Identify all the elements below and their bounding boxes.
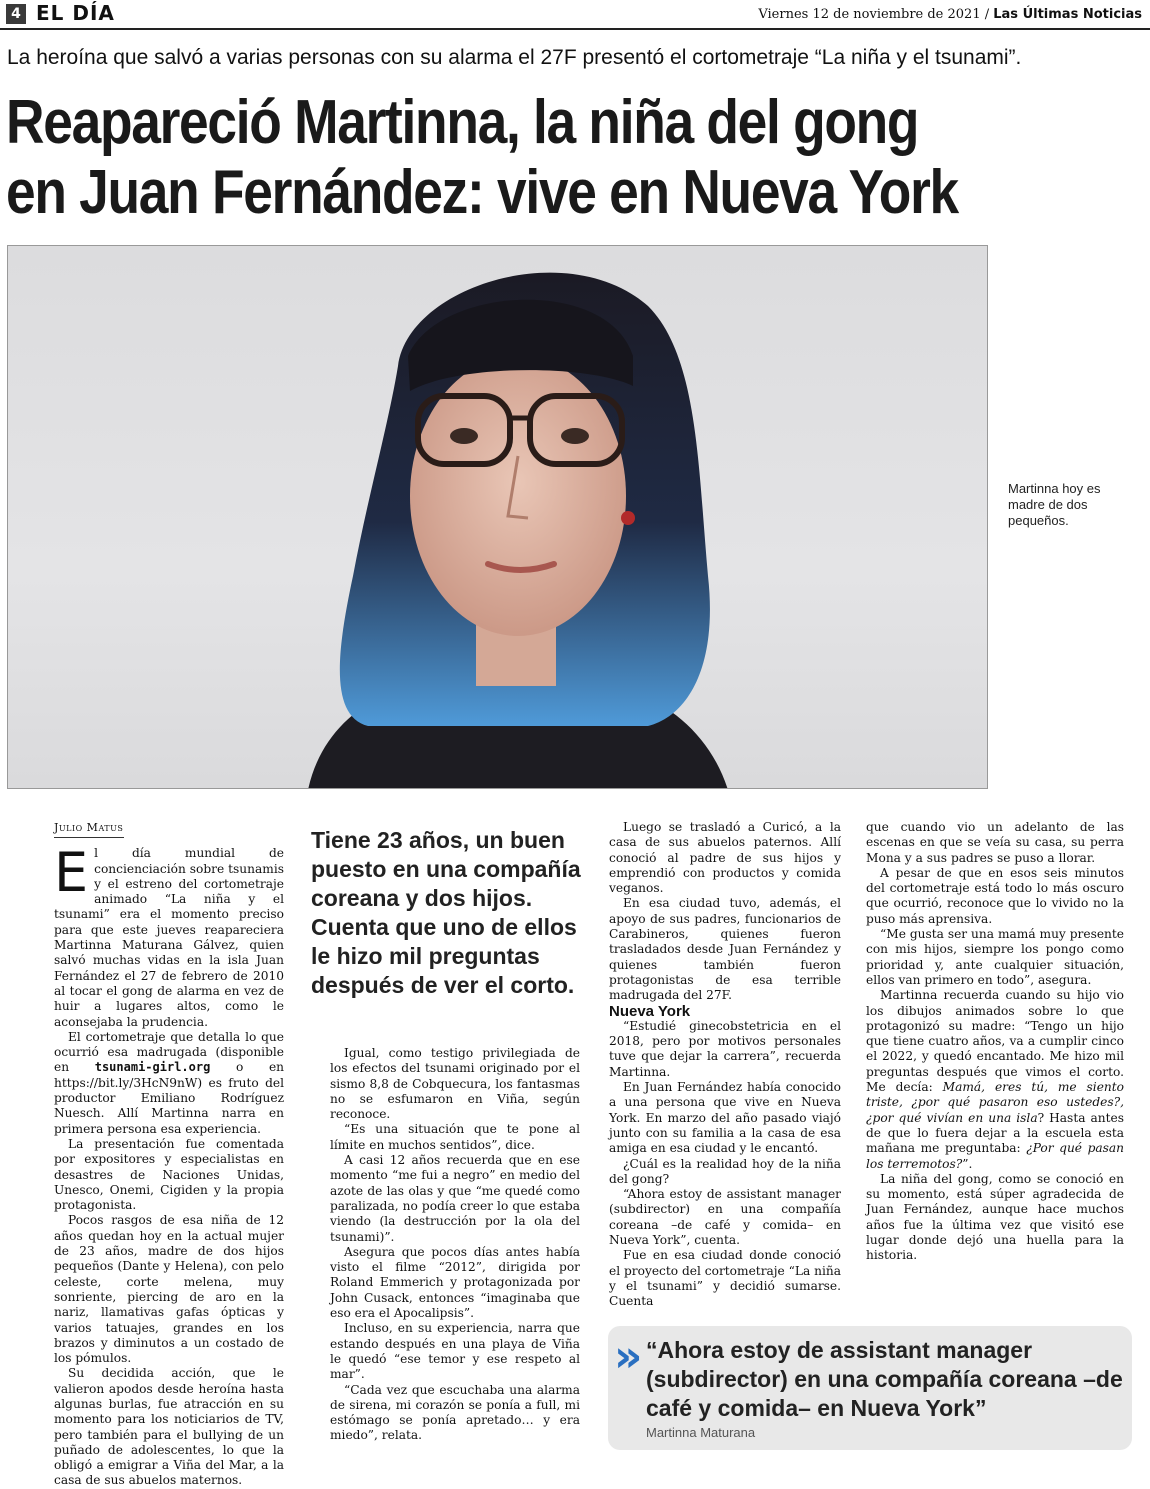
- paragraph: Incluso, en su experiencia, narra que estando después en una playa de Viña le quedó “ese temor y ese respeto al mar”.: [330, 1321, 580, 1382]
- drop-cap: E: [54, 841, 89, 905]
- paragraph: En esa ciudad tuvo, además, el apoyo de sus padres, funcionarios de Carabineros, quienes fueron trasladados desde Juan Fernández y quienes también fueron protagonistas de esa terrible madrugada del 27F.: [609, 896, 841, 1003]
- italic-text: ¿Por qué pasan los terremotos?: [866, 1141, 1125, 1171]
- portrait-photo: [7, 245, 988, 789]
- header-rule: [0, 28, 1150, 30]
- paragraph: En Juan Fernández había conocido a una persona que vive en Nueva York. En marzo del año pasado viajó junto con su familia a la casa de esa amiga en esa ciudad y le encantó.: [609, 1080, 841, 1156]
- paragraph: Luego se trasladó a Curicó, a la casa de sus abuelos paternos. Allí conoció al padre de sus hijos y emprendió con productos y comida veganos.: [609, 820, 841, 896]
- portrait-illustration: [8, 246, 988, 789]
- article-column-3: [609, 820, 841, 1310]
- page-header: [0, 0, 1150, 28]
- paragraph: “Estudié ginecobstetricia en el 2018, pero por motivos personales tuve que dejar la carrera”, recuerda Martinna.: [609, 1018, 841, 1079]
- paragraph-text: ? Hasta antes de que lo fuera dejar a la escuela esta mañana me preguntaba:: [866, 1110, 1124, 1156]
- paragraph-text: o en https://bit.ly/3HcN9nW) es fruto del productor Emiliano Rodríguez Nuesch. Allí Martinna narra en primera persona esa experiencia.: [54, 1060, 285, 1136]
- headline: [6, 88, 1124, 228]
- italic-text: Mamá, eres tú, me siento triste, ¿por qué pasaron eso ustedes?, ¿por qué vivían en una isla: [866, 1080, 1124, 1125]
- paragraph: Igual, como testigo privilegiada de los efectos del tsunami originado por el sismo 8,8 de Cobquecura, los fantasmas no se esfumaron en Viña, según reconoce.: [330, 1046, 580, 1122]
- article-column-4: [866, 820, 1124, 1264]
- publication-name: Las Últimas Noticias: [993, 7, 1142, 22]
- paragraph: Asegura que pocos días antes había visto el filme “2012”, dirigida por Roland Emmerich y protagonizada por John Cusack, entonces “imaginaba que eso era el Apocalipsis”.: [330, 1244, 580, 1321]
- paragraph: que cuando vio un adelanto de las escenas en que se veía su casa, su perra Mona y a sus padres se puso a llorar.: [866, 820, 1124, 865]
- pull-quote: Tiene 23 años, un buen puesto en una compañía coreana y dos hijos. Cuenta que uno de ellos le hizo mil preguntas después de ver el corto.: [311, 827, 581, 998]
- byline: Julio Matus: [54, 820, 124, 838]
- paragraph: La presentación fue comentada por expositores y especialistas en desastres de Naciones Unidas, Unesco, Onemi, Cigiden y la propia protagonista.: [54, 1136, 284, 1213]
- paragraph-text: ”.: [962, 1156, 973, 1171]
- paragraph: La niña del gong, como se conoció en su momento, está súper agradecida de Juan Fernández, aunque hace muchos años fue la última vez que visitó ese lugar donde dejó una huella para la historia.: [866, 1171, 1124, 1263]
- paragraph: “Ahora estoy de assistant manager (subdirector) en una compañía coreana –de café y comida– en Nueva York”, cuenta.: [609, 1187, 841, 1248]
- article-column-1: [54, 820, 284, 1489]
- paragraph: [866, 988, 1124, 1172]
- paragraph-text: Martinna recuerda cuando su hijo vio los dibujos animados sobre lo que protagonizó su madre: “Tengo un hijo que tiene cuatro años, va a cumplir cinco el 2022, y quedó encantado. Me hizo mil preguntas después que vimos el corto. Me decía:: [866, 988, 1124, 1095]
- subhead: Nueva York: [609, 1002, 691, 1020]
- paragraph: A pesar de que en esos seis minutos del cortometraje está todo lo más oscuro que ocurrió, reconoce que lo vivido no la puso más aprensiva.: [866, 865, 1124, 926]
- paragraph: Su decidida acción, que le valieron apodos desde heroína hasta algunas burlas, fue atracción en su momento para los noticiarios de TV, pero también para el bullying de un puñado de adolescentes, lo que la obligó a emigrar a Viña del Mar, a la casa de sus abuelos maternos.: [54, 1366, 284, 1488]
- quote-box: [608, 1326, 1132, 1450]
- dateline: [758, 7, 1142, 22]
- article-column-2: [330, 1046, 580, 1444]
- paragraph: “Me gusta ser una mamá muy presente con mis hijos, siempre los pongo como prioridad y, ante cualquier situación, ellos van primero en todo”, asegura.: [866, 927, 1124, 987]
- date: Viernes 12 de noviembre de 2021 /: [758, 7, 990, 22]
- paragraph: ¿Cuál es la realidad hoy de la niña del gong?: [609, 1156, 841, 1186]
- quote-mark-icon: »: [614, 1331, 643, 1382]
- website-link[interactable]: tsunami-girl.org: [94, 1060, 211, 1075]
- paragraph-text: El cortometraje que detalla lo que ocurrió esa madrugada (disponible en: [54, 1029, 284, 1075]
- paragraph: Pocos rasgos de esa niña de 12 años quedan hoy en la actual mujer de 23 años, madre de dos hijos pequeños (Dante y Helena), con pelo celeste, corte melena, muy sonriente, piercing de aro en la nariz, llamativas gafas ópticas y varios tatuajes, grandes en los brazos y diminutos a un costado de los pómulos.: [54, 1213, 284, 1366]
- section-name: EL DÍA: [36, 1, 115, 25]
- paragraph: Fue en esa ciudad donde conoció el proyecto del cortometraje “La niña y el tsunami” y decidió sumarse. Cuenta: [609, 1248, 841, 1309]
- quote-author: Martinna Maturana: [646, 1425, 756, 1440]
- paragraph: A casi 12 años recuerda que en ese momento “me fui a negro” en medio del azote de las olas y que “me quedé como paralizada, no podía creer lo que estaba viendo (la destrucción por la ola del tsunami)”.: [330, 1153, 580, 1244]
- paragraph: “Cada vez que escuchaba una alarma de sirena, mi corazón se ponía a full, mi estómago se ponía apretado… y era miedo”, relata.: [330, 1382, 580, 1443]
- page-number: 4: [6, 4, 26, 24]
- paragraph: [54, 841, 284, 1030]
- paragraph: [54, 1030, 284, 1137]
- quote-text: “Ahora estoy de assistant manager (subdirector) en una compañía coreana –de café y comida– en Nueva York”: [646, 1337, 1123, 1421]
- kicker: La heroína que salvó a varias personas con su alarma el 27F presentó el cortometraje “La niña y el tsunami”.: [7, 46, 1022, 69]
- headline-line-1: Reapareció Martinna, la niña del gong: [6, 88, 919, 157]
- headline-line-2: en Juan Fernández: vive en Nueva York: [6, 158, 958, 227]
- photo-caption: Martinna hoy es madre de dos pequeños.: [1008, 481, 1101, 528]
- paragraph-text: l día mundial de concienciación sobre tsunamis y el estreno del cortometraje animado “La niña y el tsunami” era el momento preciso para que este jueves reapareciera Martinna Maturana Gálvez, quien salvó muchas vidas en la isla Juan Fernández el 27 de febrero de 2010 al tocar el gong de alarma en vez de huir a lugares altos, como le aconsejaba la prudencia.: [54, 846, 284, 1029]
- paragraph: “Es una situación que te pone al límite en muchos sentidos”, dice.: [330, 1122, 580, 1152]
